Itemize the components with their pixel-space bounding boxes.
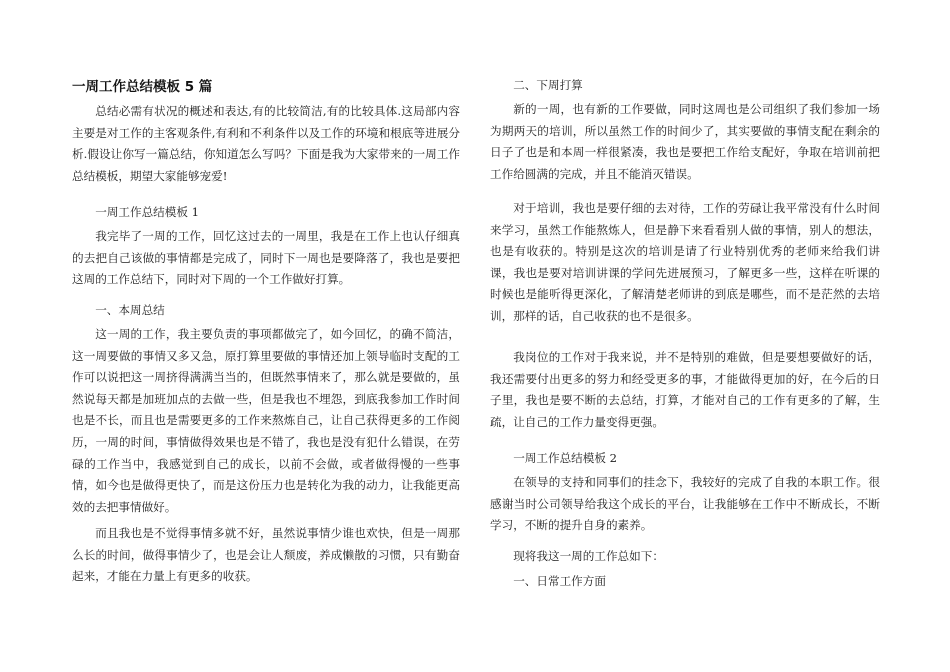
template2-paragraph-2: 现将我这一周的工作总如下： [513,549,664,563]
section1-heading: 一、本周总结 [95,303,165,317]
section2-paragraph-1: 新的一周，也有新的工作要做，同时这周也是公司组织了我们参加一场为期两天的培训，所以虽然工作的时间少了，其实要做的事情支配在剩余的日子了也是和本周一样很紧凑，我也是要把工作给支配好，争取在培训前把工作给圆满的完成，并且不能消灭错误。 [490,102,880,181]
section2-paragraph-3: 我岗位的工作对于我来说，并不是特别的难做，但是要想要做好的话，我还需要付出更多的努力和经受更多的事，才能做得更加的好，在今后的日子里，我也是要不断的去总结，打算，才能对自己的工作有更多的了解，生疏，让自己的工作力量变得更强。 [490,350,880,429]
intro-paragraph: 总结必需有状况的概述和表达,有的比较简洁,有的比较具体.这局部内容主要是对工作的主客观条件,有利和不利条件以及工作的环境和根底等进展分析.假设让你写一篇总结，你知道怎么写吗？下面是我为大家带来的一周工作总结模板，期望大家能够宠爱! [72,104,460,183]
template1-heading: 一周工作总结模板 1 [95,205,199,219]
section2-heading: 二、下周打算 [513,78,583,92]
template2-heading: 一周工作总结模板 2 [513,451,617,465]
document-title: 一周工作总结模板 5 篇 [72,79,213,95]
daily-work-heading: 一、日常工作方面 [513,574,606,588]
template2-paragraph-1: 在领导的支持和同事们的挂念下，我较好的完成了自我的本职工作。很感谢当时公司领导给我这个成长的平台，让我能够在工作中不断成长，不断学习，不断的提升自身的素养。 [490,475,880,533]
section1-paragraph-2: 而且我也是不觉得事情多就不好，虽然说事情少谁也欢快，但是一周那么长的时间，做得事情少了，也是会让人颓废，养成懒散的习惯，只有勤奋起来，才能在力量上有更多的收获。 [72,526,460,584]
section2-paragraph-2: 对于培训，我也是要仔细的去对待，工作的劳碌让我平常没有什么时间来学习，虽然工作能熬炼人，但是静下来看看别人做的事情，别人的想法，也是有收获的。特别是这次的培训是请了行业特别优秀的老师来给我们讲课，我也是要对培训讲课的学问先进展预习，了解更多一些，这样在听课的时候也是能听得更深化，了解清楚老师讲的到底是哪些，而不是茫然的去培训，那样的话，自己收获的也不是很多。 [490,201,880,323]
template1-paragraph: 我完毕了一周的工作，回忆这过去的一周里，我是在工作上也认仔细真的去把自己该做的事情都是完成了，同时下一周也是要降落了，我也是要把这周的工作总结下，同时对下周的一个工作做好打算。 [72,229,460,287]
section1-paragraph-1: 这一周的工作，我主要负责的事项都做完了，如今回忆，的确不简洁，这一周要做的事情又多又急，原打算里要做的事情还加上领导临时支配的工作可以说把这一周挤得满满当当的，但既然事情来了，那么就是要做的，虽然说每天都是加班加点的去做一些，但是我也不埋怨，到底我参加工作时间也是不长，而且也是需要更多的工作来熬炼自己，让自己获得更多的工作阅历，一周的时间，事情做得效果也是不错了，我也是没有犯什么错误，在劳碌的工作当中，我感觉到自己的成长，以前不会做，或者做得慢的一些事情，如今也是做得更快了，而是这份压力也是转化为我的动力，让我能更高效的去把事情做好。 [72,327,460,514]
